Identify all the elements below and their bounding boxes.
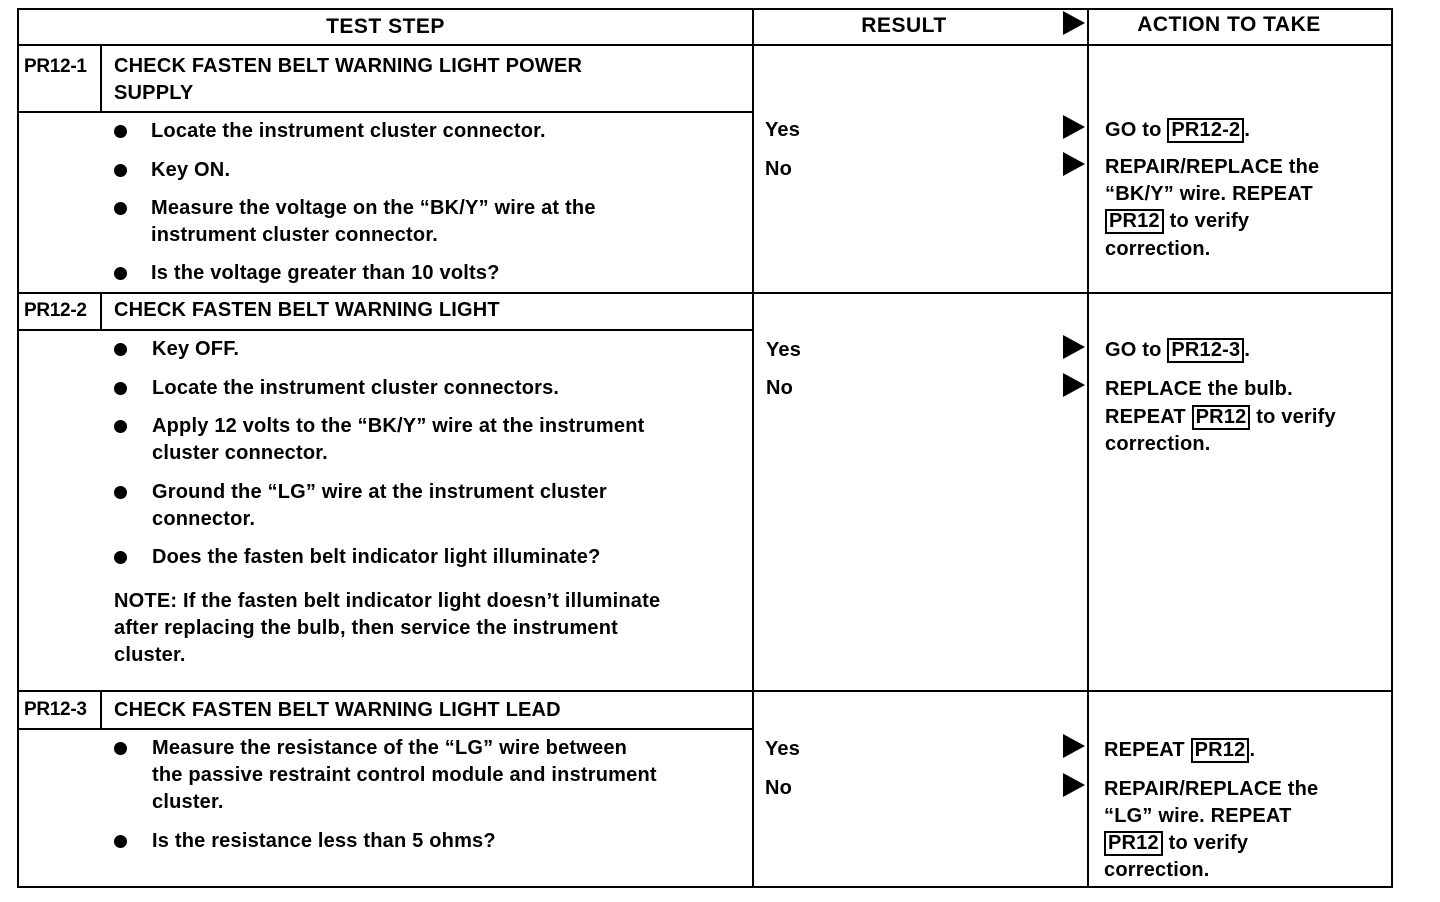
step-title-line: CHECK FASTEN BELT WARNING LIGHT POWER [114,55,583,77]
action-line: REPEAT PR12 to verify [1105,406,1336,428]
bullet-icon [114,164,127,177]
step-instruction: Key OFF. [152,338,240,360]
table-top-border [17,8,1393,10]
step-instruction: instrument cluster connector. [151,224,438,246]
step-instruction: Locate the instrument cluster connector. [151,120,546,142]
action-line: correction. [1105,433,1211,455]
step-reference-box: PR12 [1192,405,1251,430]
step-instruction: Measure the voltage on the “BK/Y” wire at the [151,197,596,219]
result-no: No [765,158,793,180]
bullet-icon [114,343,127,356]
action-line: REPAIR/REPLACE the [1104,778,1319,800]
arrow-right-icon [1063,373,1085,397]
note-line: NOTE: If the fasten belt indicator light doesn’t illuminate [114,590,661,612]
step-instruction: Apply 12 volts to the “BK/Y” wire at the instrument [152,415,645,437]
code-cell-divider-1 [100,44,102,112]
bullet-icon [114,551,127,564]
step-code-pr12-1: PR12-1 [24,56,87,77]
result-no: No [765,777,793,799]
title-underline-2 [17,329,754,331]
header-result: RESULT [861,14,947,37]
header-test-step: TEST STEP [326,15,445,38]
step-title-line: CHECK FASTEN BELT WARNING LIGHT [114,299,500,321]
code-cell-divider-2 [100,292,102,330]
title-underline-1 [17,111,754,113]
bullet-icon [114,202,127,215]
table-right-border [1391,8,1393,888]
step-code-pr12-2: PR12-2 [24,300,87,321]
step-instruction: cluster. [152,791,224,813]
action-line: REPEAT PR12 . [1104,739,1256,761]
action-line: “BK/Y” wire. REPEAT [1105,183,1313,205]
step-reference-box: PR12 [1105,209,1164,234]
action-line: REPLACE the bulb. [1105,378,1293,400]
note-line: cluster. [114,644,186,666]
step-instruction: Key ON. [151,159,231,181]
step-instruction: Is the resistance less than 5 ohms? [152,830,496,852]
step-instruction: Locate the instrument cluster connectors. [152,377,560,399]
step-reference-box: PR12 [1191,738,1250,763]
step-instruction: the passive restraint control module and instrument [152,764,657,786]
step-reference-box: PR12-2 [1167,118,1244,143]
bullet-icon [114,486,127,499]
result-column-divider [752,8,754,888]
step-instruction: cluster connector. [152,442,328,464]
step-instruction: Does the fasten belt indicator light illuminate? [152,546,601,568]
action-column-divider [1087,8,1089,888]
row1-bottom-border [17,292,1393,294]
arrow-right-icon [1063,152,1085,176]
action-line: correction. [1105,238,1211,260]
step-reference-box: PR12 [1104,831,1163,856]
arrow-right-icon [1063,115,1085,139]
step-instruction: connector. [152,508,256,530]
action-line: “LG” wire. REPEAT [1104,805,1292,827]
action-line: PR12 to verify [1105,208,1249,235]
arrow-right-icon [1063,335,1085,359]
action-line: correction. [1104,859,1210,881]
step-instruction: Measure the resistance of the “LG” wire between [152,737,628,759]
header-action-to-take: ACTION TO TAKE [1137,13,1321,36]
header-arrow-icon [1063,11,1085,35]
action-line: GO to PR12-3 . [1105,339,1251,361]
action-line: GO to PR12-2 . [1105,119,1251,141]
bullet-icon [114,382,127,395]
result-yes: Yes [765,119,801,141]
step-instruction: Is the voltage greater than 10 volts? [151,262,500,284]
step-title-line: CHECK FASTEN BELT WARNING LIGHT LEAD [114,699,561,721]
bullet-icon [114,125,127,138]
arrow-right-icon [1063,773,1085,797]
result-no: No [766,377,794,399]
arrow-right-icon [1063,734,1085,758]
header-bottom-border [17,44,1393,46]
result-yes: Yes [765,738,801,760]
step-title-line: SUPPLY [114,82,194,104]
bullet-icon [114,835,127,848]
title-underline-3 [17,728,754,730]
code-cell-divider-3 [100,690,102,729]
action-line: PR12 to verify [1104,830,1248,857]
bullet-icon [114,267,127,280]
table-bottom-border [17,886,1393,888]
step-reference-box: PR12-3 [1167,338,1244,363]
row2-bottom-border [17,690,1393,692]
bullet-icon [114,420,127,433]
note-line: after replacing the bulb, then service the instrument [114,617,619,639]
step-instruction: Ground the “LG” wire at the instrument cluster [152,481,607,503]
table-left-border [17,8,19,888]
result-yes: Yes [766,339,802,361]
step-code-pr12-3: PR12-3 [24,699,87,720]
action-line: REPAIR/REPLACE the [1105,156,1320,178]
bullet-icon [114,742,127,755]
